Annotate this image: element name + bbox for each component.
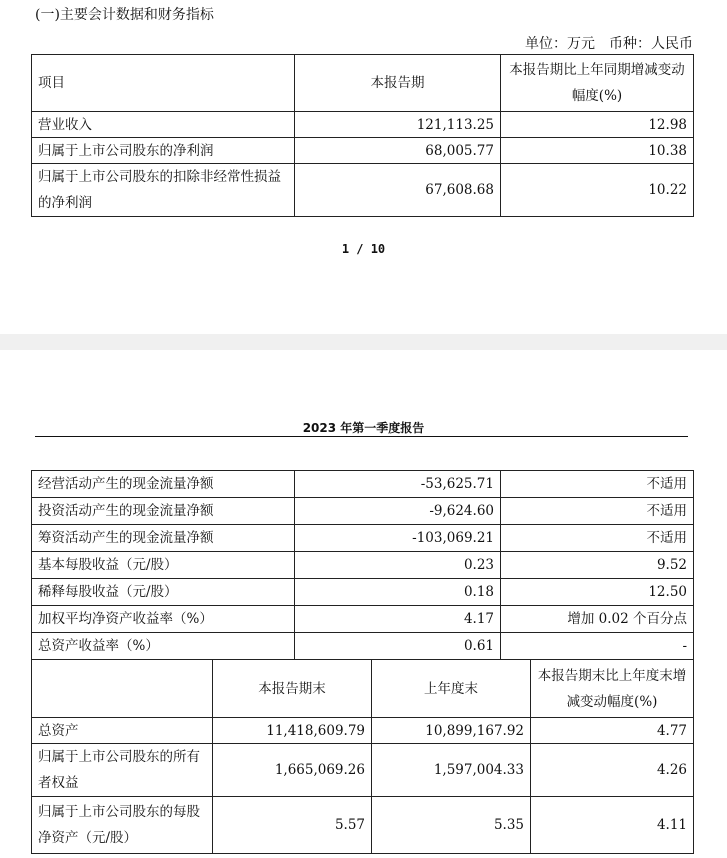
table1-header-change: 本报告期比上年同期增减变动幅度(%)	[501, 55, 694, 112]
row-current: -9,624.60	[295, 498, 501, 525]
row-prior: 5.35	[372, 797, 531, 854]
row-change: 4.26	[531, 744, 694, 797]
table-row	[32, 138, 694, 164]
table1-header-item: 项目	[32, 55, 295, 112]
sub-header-prior: 上年度末	[372, 660, 531, 718]
row-change: 10.38	[501, 138, 694, 164]
row-item: 归属于上市公司股东的所有者权益	[32, 744, 213, 797]
table-row	[32, 471, 694, 498]
page-gap	[0, 334, 727, 350]
row-item: 营业收入	[32, 112, 295, 138]
sub-header-blank	[32, 660, 213, 718]
sub-header-current: 本报告期末	[213, 660, 372, 718]
row-change: 10.22	[501, 164, 694, 217]
table-row	[32, 633, 694, 660]
table-row	[32, 164, 694, 217]
row-current: -103,069.21	[295, 525, 501, 552]
row-current: 68,005.77	[295, 138, 501, 164]
table-row	[32, 797, 694, 854]
row-change: 不适用	[501, 471, 694, 498]
sub-header-change: 本报告期末比上年度末增减变动幅度(%)	[531, 660, 694, 718]
table1-header-current: 本报告期	[295, 55, 501, 112]
key-financial-data-table	[31, 54, 694, 217]
row-item: 投资活动产生的现金流量净额	[32, 498, 295, 525]
row-item: 经营活动产生的现金流量净额	[32, 471, 295, 498]
report-header: 2023 年第一季度报告	[302, 421, 425, 435]
table-row	[32, 718, 694, 744]
table-row	[32, 552, 694, 579]
row-change: 不适用	[501, 498, 694, 525]
row-change: 4.11	[531, 797, 694, 854]
page-number: 1 / 10	[341, 242, 386, 256]
row-change: 增加 0.02 个百分点	[501, 606, 694, 633]
row-item: 归属于上市公司股东的每股净资产（元/股）	[32, 797, 213, 854]
row-current: 67,608.68	[295, 164, 501, 217]
row-item: 加权平均净资产收益率（%）	[32, 606, 295, 633]
unit-currency-line: 单位：万元 币种：人民币	[525, 36, 693, 52]
page-1	[0, 0, 727, 334]
table-row	[32, 112, 694, 138]
row-change: 12.98	[501, 112, 694, 138]
section-title: (一)主要会计数据和财务指标	[35, 7, 214, 23]
row-item: 总资产收益率（%）	[32, 633, 295, 660]
row-change: -	[501, 633, 694, 660]
row-change: 不适用	[501, 525, 694, 552]
row-change: 12.50	[501, 579, 694, 606]
row-item: 基本每股收益（元/股）	[32, 552, 295, 579]
row-item: 稀释每股收益（元/股）	[32, 579, 295, 606]
row-current: 0.61	[295, 633, 501, 660]
table-row	[32, 498, 694, 525]
row-prior: 1,597,004.33	[372, 744, 531, 797]
row-current: 5.57	[213, 797, 372, 854]
row-item: 筹资活动产生的现金流量净额	[32, 525, 295, 552]
row-item: 归属于上市公司股东的扣除非经常性损益的净利润	[32, 164, 295, 217]
row-prior: 10,899,167.92	[372, 718, 531, 744]
table-row	[32, 525, 694, 552]
row-current: 1,665,069.26	[213, 744, 372, 797]
row-item: 总资产	[32, 718, 213, 744]
row-change: 9.52	[501, 552, 694, 579]
table-row	[32, 579, 694, 606]
row-current: 0.23	[295, 552, 501, 579]
row-current: 0.18	[295, 579, 501, 606]
row-item: 归属于上市公司股东的净利润	[32, 138, 295, 164]
table-row	[32, 744, 694, 797]
header-divider	[35, 436, 688, 437]
row-current: 121,113.25	[295, 112, 501, 138]
page-2	[0, 350, 727, 858]
row-current: 4.17	[295, 606, 501, 633]
cashflow-indicators-table	[31, 470, 694, 660]
row-current: 11,418,609.79	[213, 718, 372, 744]
balance-indicators-table	[31, 659, 694, 854]
row-change: 4.77	[531, 718, 694, 744]
table-row	[32, 606, 694, 633]
row-current: -53,625.71	[295, 471, 501, 498]
